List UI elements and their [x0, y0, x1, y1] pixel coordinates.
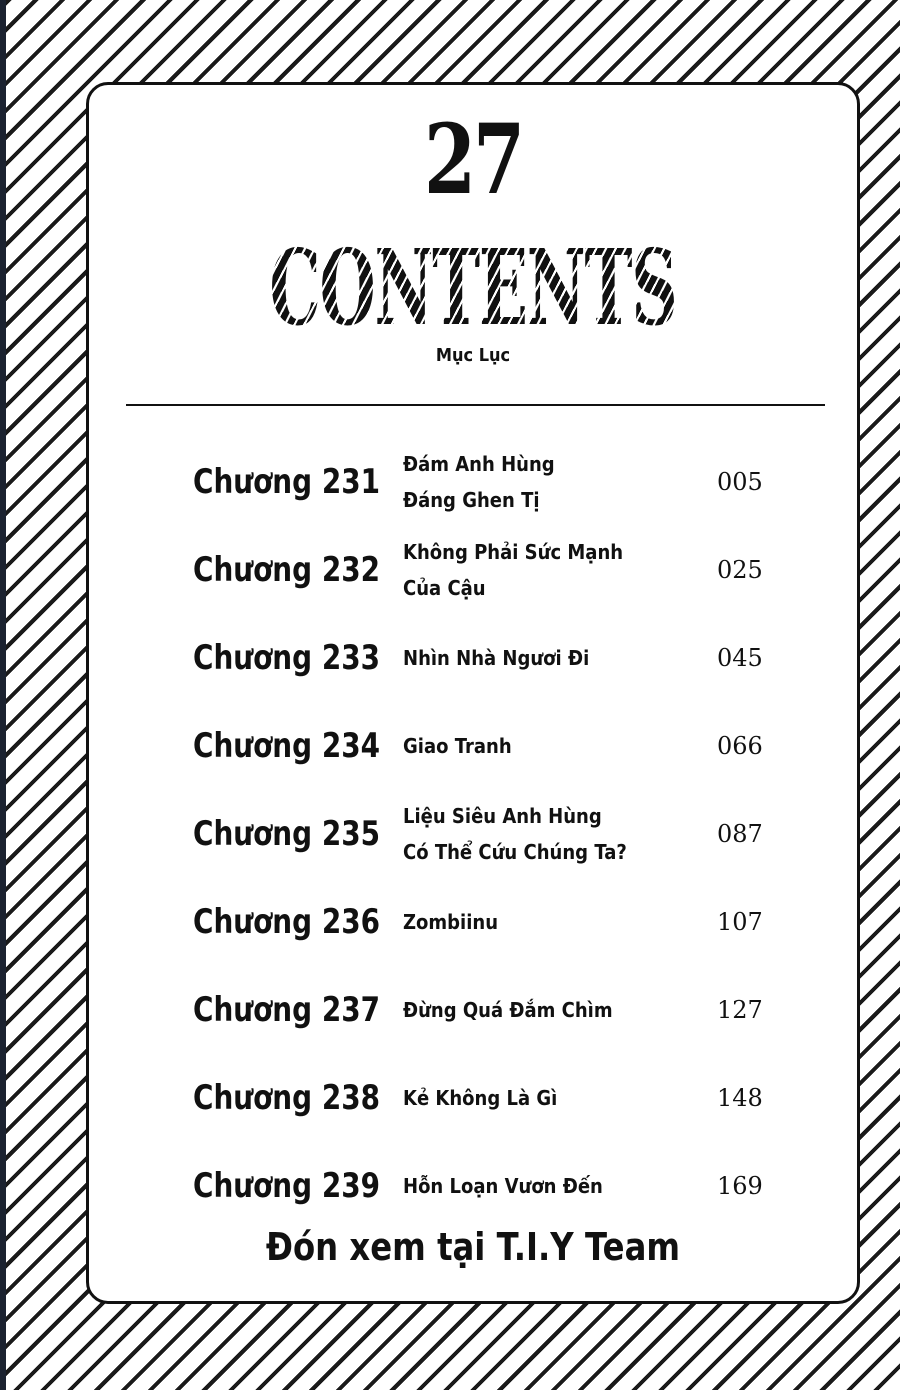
chapter-title-line: Không Phải Sức Mạnh: [403, 540, 624, 564]
chapter-title: [403, 446, 693, 518]
chapter-page-number: 005: [717, 468, 763, 496]
chapter-number: Chương 239: [193, 1166, 381, 1206]
chapter-title-line: Kẻ Không Là Gì: [403, 1086, 558, 1110]
chapter-page-number: 087: [717, 820, 763, 848]
page-edge: [0, 0, 6, 1390]
footer-credit: Đón xem tại T.I.Y Team: [265, 1225, 681, 1269]
chapter-page-number: 169: [717, 1172, 763, 1200]
chapter-number: Chương 235: [193, 814, 381, 854]
chapter-title-line: Nhìn Nhà Ngươi Đi: [403, 646, 590, 670]
toc-row[interactable]: [89, 882, 857, 962]
contents-panel: [86, 82, 860, 1304]
toc-row[interactable]: [89, 442, 857, 522]
chapter-title: [403, 992, 693, 1028]
chapter-number: Chương 233: [193, 638, 381, 678]
chapter-title: [403, 904, 693, 940]
contents-heading: CONTENTS: [235, 233, 711, 343]
chapter-title-line: Đừng Quá Đắm Chìm: [403, 998, 613, 1022]
toc-row[interactable]: [89, 970, 857, 1050]
chapter-number: Chương 231: [193, 462, 381, 502]
chapter-number: Chương 232: [193, 550, 381, 590]
toc-row[interactable]: [89, 1146, 857, 1226]
chapter-title: [403, 534, 693, 606]
chapter-number: Chương 236: [193, 902, 381, 942]
volume-number: 27: [424, 103, 522, 216]
chapter-title: [403, 728, 693, 764]
toc-row[interactable]: [89, 794, 857, 874]
divider: [126, 404, 825, 406]
chapter-title: [403, 640, 693, 676]
toc-row[interactable]: [89, 530, 857, 610]
chapter-title-line: Hỗn Loạn Vươn Đến: [403, 1174, 603, 1198]
chapter-title-line: Giao Tranh: [403, 734, 512, 758]
chapter-number: Chương 234: [193, 726, 381, 766]
chapter-page-number: 066: [717, 732, 763, 760]
toc-row[interactable]: [89, 1058, 857, 1138]
chapter-page-number: 107: [717, 908, 763, 936]
chapter-title-line: Zombiinu: [403, 910, 499, 934]
chapter-page-number: 045: [717, 644, 763, 672]
toc-row[interactable]: [89, 706, 857, 786]
chapter-title-line: Của Cậu: [403, 576, 486, 600]
chapter-title: [403, 1080, 693, 1116]
chapter-title: [403, 1168, 693, 1204]
toc-row[interactable]: [89, 618, 857, 698]
chapter-title-line: Liệu Siêu Anh Hùng: [403, 804, 602, 828]
chapter-title: [403, 798, 693, 870]
chapter-title-line: Đáng Ghen Tị: [403, 488, 540, 512]
chapter-number: Chương 238: [193, 1078, 381, 1118]
chapter-title-line: Có Thể Cứu Chúng Ta?: [403, 840, 627, 864]
chapter-number: Chương 237: [193, 990, 381, 1030]
chapter-page-number: 148: [717, 1084, 763, 1112]
chapter-title-line: Đám Anh Hùng: [403, 452, 555, 476]
chapter-page-number: 127: [717, 996, 763, 1024]
chapter-page-number: 025: [717, 556, 763, 584]
contents-subheading: Mục Lục: [435, 345, 511, 366]
